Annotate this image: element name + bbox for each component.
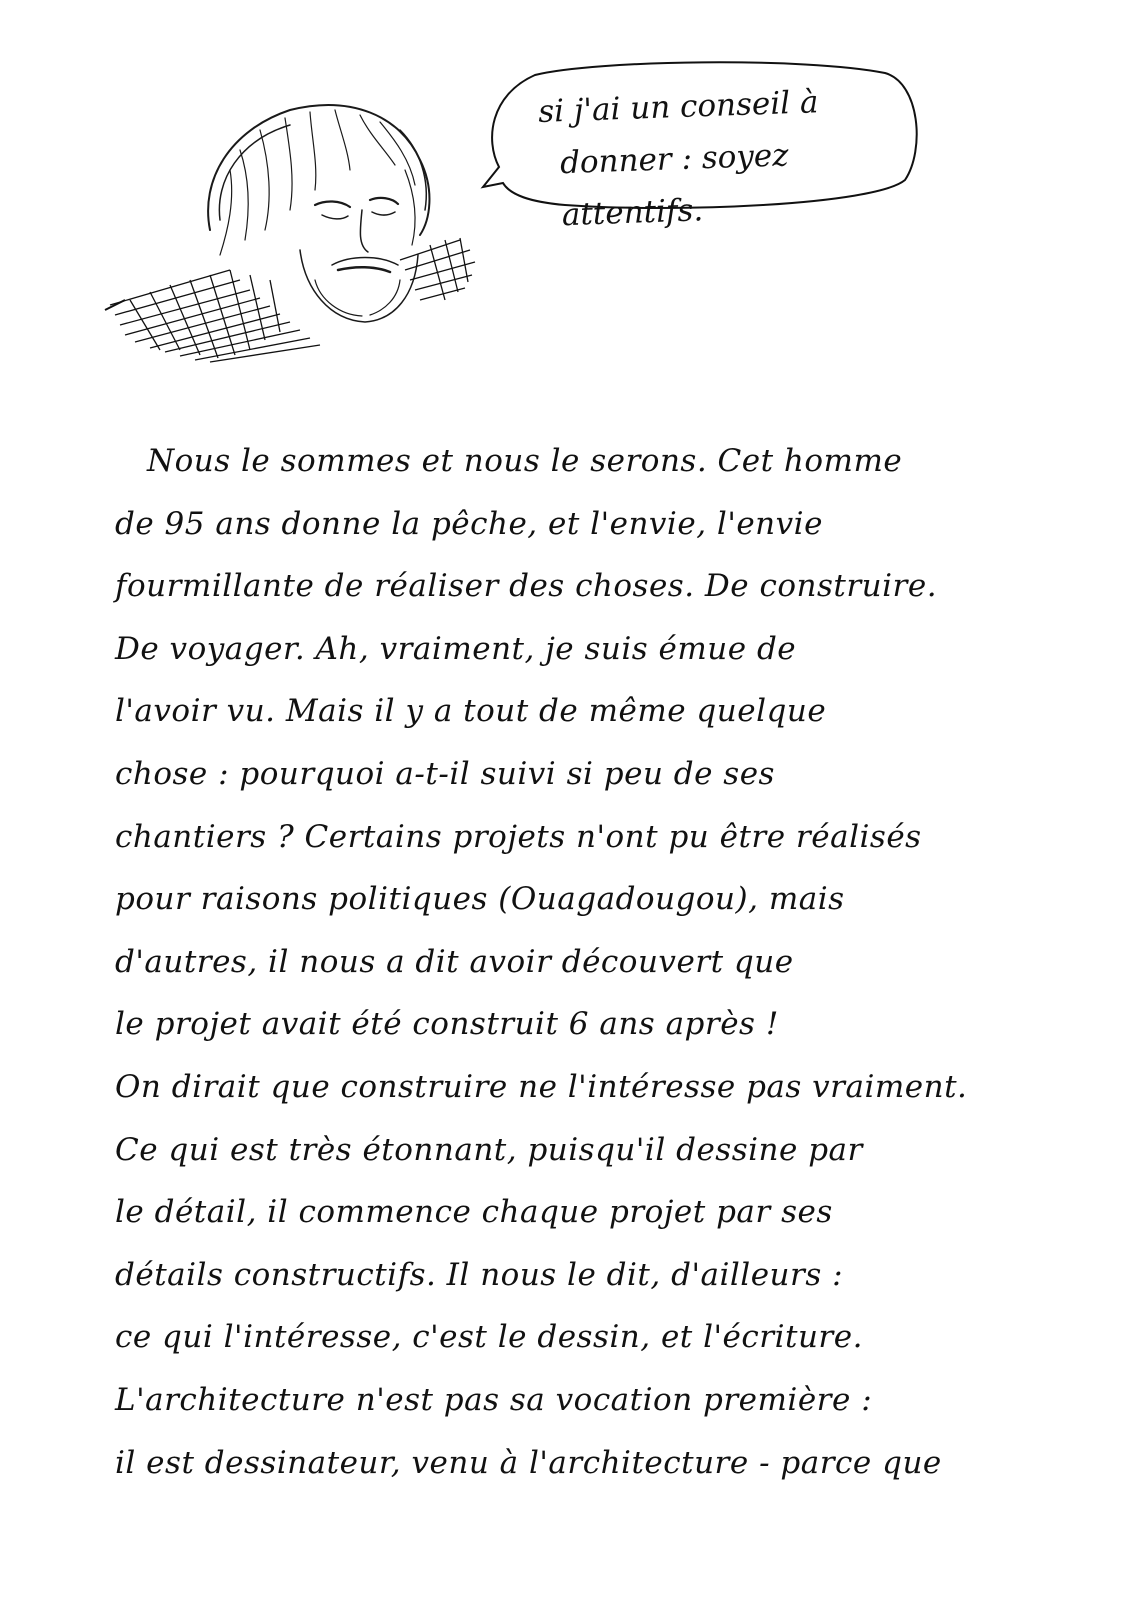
text-line: l'avoir vu. Mais il y a tout de même quelque — [115, 693, 827, 730]
text-line: De voyager. Ah, vraiment, je suis émue de — [115, 630, 797, 667]
text-line: de 95 ans donne la pêche, et l'envie, l'envie — [115, 505, 823, 542]
text-line: le détail, il commence chaque projet par ses — [115, 1194, 833, 1231]
speech-bubble-text — [517, 73, 902, 242]
speech-line-2: donner : soyez attentifs. — [559, 137, 790, 234]
text-line: fourmillante de réaliser des choses. De construire. — [115, 568, 938, 605]
text-line: chose : pourquoi a-t-il suivi si peu de ses — [115, 755, 775, 792]
text-line: d'autres, il nous a dit avoir découvert que — [115, 943, 794, 980]
text-line: détails constructifs. Il nous le dit, d'ailleurs : — [115, 1256, 844, 1293]
text-line: il est dessinateur, venu à l'architecture - parce que — [115, 1444, 942, 1481]
text-line: On dirait que construire ne l'intéresse pas vraiment. — [115, 1068, 968, 1105]
text-line: Nous le sommes et nous le serons. Cet homme — [147, 443, 903, 479]
handwritten-paragraph — [115, 430, 1015, 1494]
text-line: le projet avait été construit 6 ans après ! — [115, 1006, 779, 1043]
text-line: pour raisons politiques (Ouagadougou), mais — [115, 881, 845, 918]
text-line: chantiers ? Certains projets n'ont pu être réalisés — [115, 818, 922, 855]
text-line: ce qui l'intéresse, c'est le dessin, et l'écriture. — [115, 1319, 863, 1356]
text-line: Ce qui est très étonnant, puisqu'il dessine par — [115, 1131, 863, 1168]
speech-line-1: si j'ai un conseil à — [537, 84, 820, 130]
text-line: L'architecture n'est pas sa vocation première : — [115, 1381, 873, 1418]
portrait-sketch — [100, 70, 490, 370]
